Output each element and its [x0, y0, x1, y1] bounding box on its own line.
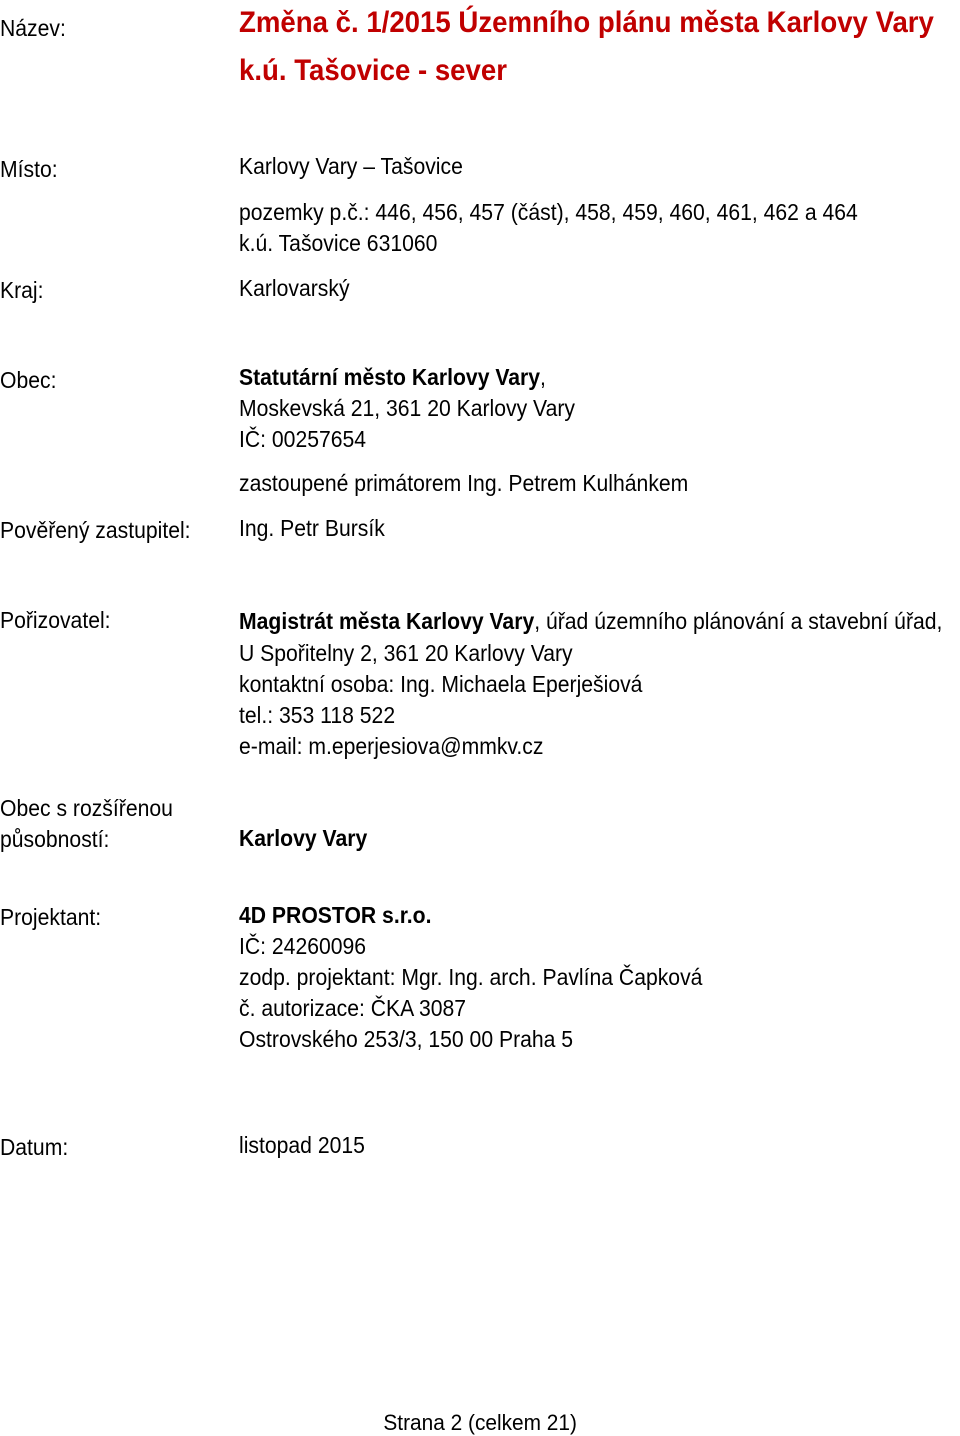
kraj-value: Karlovarský [239, 275, 350, 301]
porizovatel-name-rest: , úřad územního plánování a stavební úřad, [534, 608, 943, 634]
zastupitel-value: Ing. Petr Bursík [239, 515, 385, 541]
orp-value: Karlovy Vary [239, 825, 368, 851]
obec-address: Moskevská 21, 361 20 Karlovy Vary [239, 395, 575, 421]
porizovatel-contact: kontaktní osoba: Ing. Michaela Eperješiová [239, 671, 643, 697]
porizovatel-name-bold: Magistrát města Karlovy Vary [239, 608, 535, 634]
obec-name [239, 362, 546, 393]
porizovatel-email: e-mail: m.eperjesiova@mmkv.cz [239, 733, 544, 759]
projektant-label: Projektant: [0, 904, 102, 930]
obec-ic: IČ: 00257654 [239, 426, 367, 452]
obec-label: Obec: [0, 367, 57, 393]
datum-value: listopad 2015 [239, 1132, 365, 1158]
projektant-address: Ostrovského 253/3, 150 00 Praha 5 [239, 1026, 574, 1052]
datum-label: Datum: [0, 1134, 69, 1160]
misto-parcels: pozemky p.č.: 446, 456, 457 (část), 458, 459, 460, 461, 462 a 464 [239, 199, 858, 225]
misto-label: Místo: [0, 156, 58, 182]
porizovatel-label: Pořizovatel: [0, 607, 111, 633]
obec-name-suffix: , [540, 364, 546, 390]
porizovatel-tel: tel.: 353 118 522 [239, 702, 396, 728]
orp-label-line1: Obec s rozšířenou [0, 795, 173, 821]
projektant-company: 4D PROSTOR s.r.o. [239, 902, 432, 928]
porizovatel-name [239, 606, 942, 637]
misto-cadastral: k.ú. Tašovice 631060 [239, 230, 438, 256]
misto-line1: Karlovy Vary – Tašovice [239, 153, 463, 179]
obec-represented: zastoupené primátorem Ing. Petrem Kulhánkem [239, 470, 689, 496]
kraj-label: Kraj: [0, 277, 44, 303]
nazev-label: Název: [0, 15, 66, 41]
zastupitel-label: Pověřený zastupitel: [0, 517, 191, 543]
projektant-authorization: č. autorizace: ČKA 3087 [239, 995, 467, 1021]
obec-name-bold: Statutární město Karlovy Vary [239, 364, 541, 390]
document-title-line2: k.ú. Tašovice - sever [239, 54, 507, 87]
projektant-ic: IČ: 24260096 [239, 933, 367, 959]
porizovatel-address: U Spořitelny 2, 361 20 Karlovy Vary [239, 640, 573, 666]
page-number: Strana 2 (celkem 21) [383, 1410, 577, 1435]
document-title-line1: Změna č. 1/2015 Územního plánu města Karlovy Vary [239, 6, 934, 39]
projektant-lead: zodp. projektant: Mgr. Ing. arch. Pavlína Čapková [239, 964, 703, 990]
orp-label-line2: působností: [0, 826, 110, 852]
